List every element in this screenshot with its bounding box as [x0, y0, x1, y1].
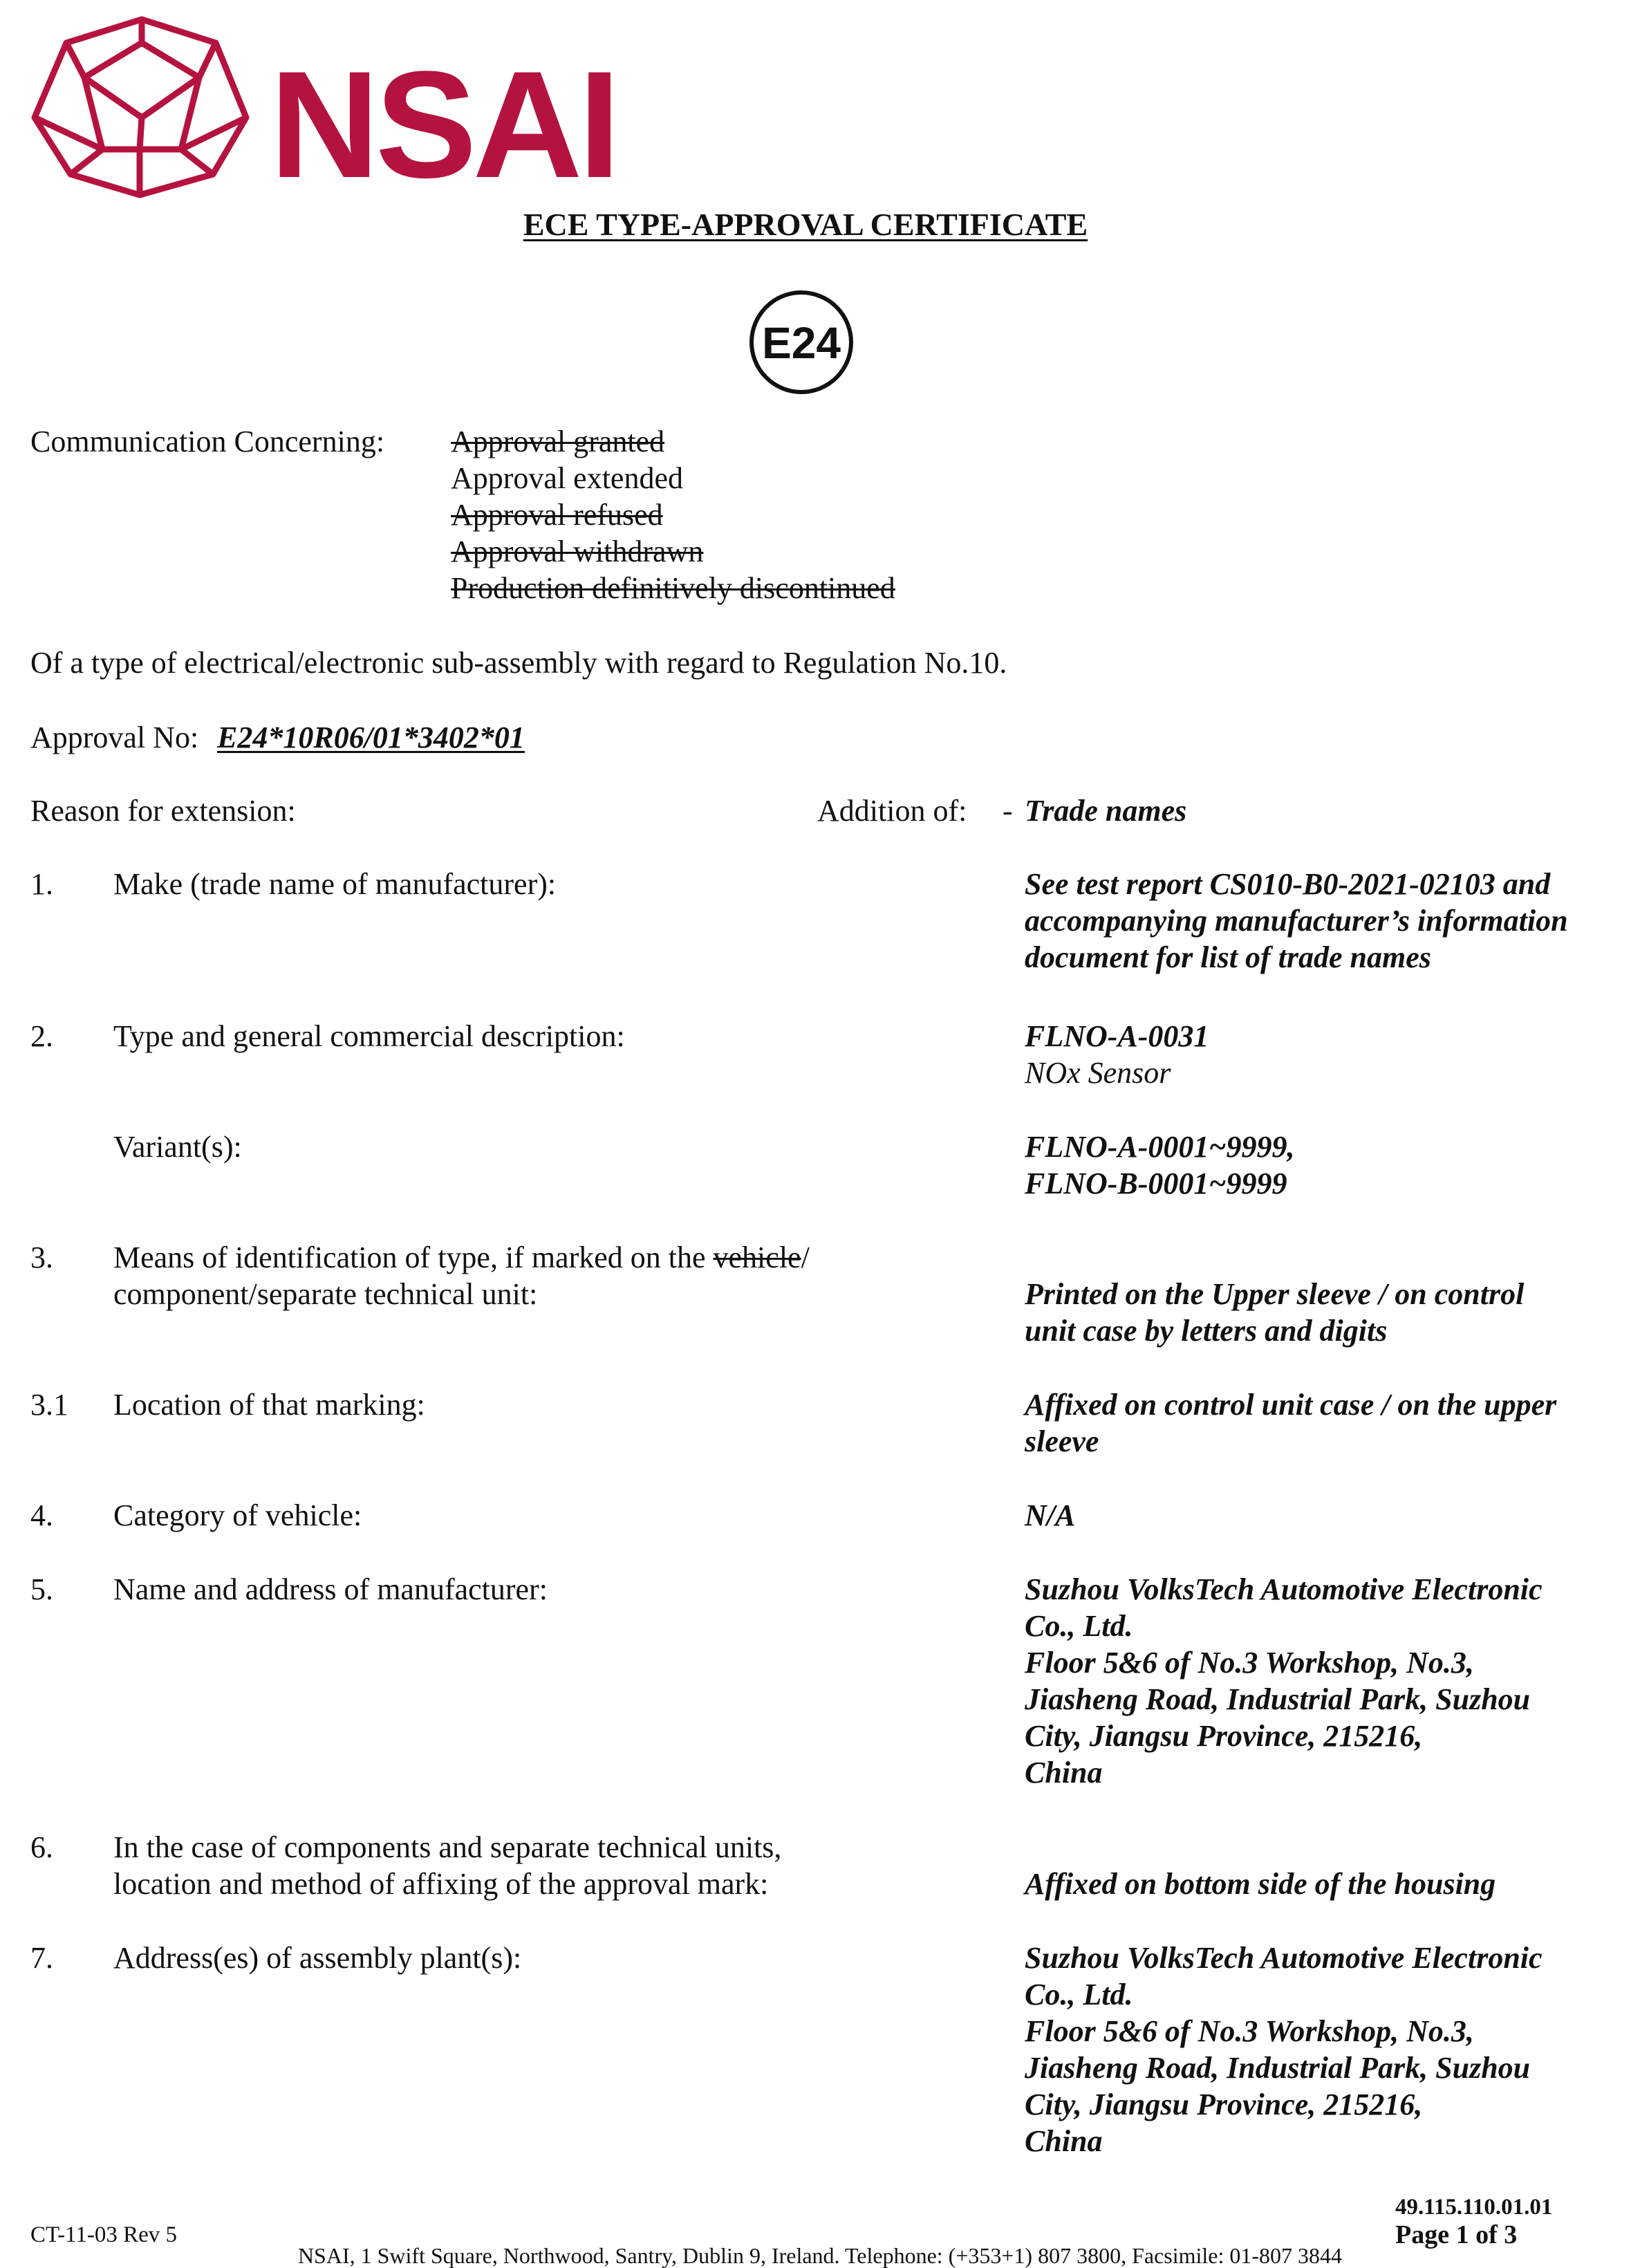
- item-4-value: N/A: [1025, 1498, 1076, 1532]
- item-3-1-label: Location of that marking:: [113, 1388, 425, 1422]
- item-7-value: Suzhou VolksTech Automotive Electronic Co., Ltd. Floor 5&6 of No.3 Workshop, No.3, Jiasheng Road, Industrial Park, Suzhou City, Jiangsu Province, 215216, China: [1025, 1941, 1543, 2158]
- item-1-number: 1.: [30, 867, 53, 901]
- item-7-number: 7.: [30, 1941, 53, 1975]
- item-6-label-line2: location and method of affixing of the approval mark:: [113, 1867, 769, 1901]
- item-2-number: 2.: [30, 1019, 53, 1053]
- item-3-value: Printed on the Upper sleeve / on control unit case by letters and digits: [1025, 1277, 1525, 1348]
- item-6-number: 6.: [30, 1830, 53, 1864]
- item-3-1-value: Affixed on control unit case / on the upper sleeve: [1025, 1388, 1557, 1458]
- e-mark: [749, 290, 853, 394]
- addition-dash: -: [1003, 794, 1013, 828]
- variant-value: FLNO-A-0001~9999, FLNO-B-0001~9999: [1025, 1130, 1295, 1200]
- option-approval-granted: Approval granted: [451, 425, 665, 458]
- item-5-label: Name and address of manufacturer:: [113, 1572, 548, 1606]
- item-1-label: Make (trade name of manufacturer):: [113, 867, 557, 901]
- extension-value: Trade names: [1025, 794, 1187, 828]
- item-2-type: FLNO-A-0031: [1025, 1019, 1209, 1053]
- approval-no-label: Approval No:: [30, 721, 199, 754]
- item-1-value: See test report CS010-B0-2021-02103 and accompanying manufacturer’s information document for list of trade names: [1025, 867, 1568, 974]
- item-5-number: 5.: [30, 1572, 53, 1606]
- communication-label: Communication Concerning:: [30, 425, 385, 458]
- regulation-statement: Of a type of electrical/electronic sub-assembly with regard to Regulation No.10.: [30, 646, 1007, 680]
- item-2-description: NOx Sensor: [1025, 1056, 1171, 1090]
- reference-number: 49.115.110.01.01: [1395, 2195, 1553, 2220]
- item-6-label-line1: In the case of components and separate technical units,: [113, 1830, 782, 1864]
- form-code: CT-11-03 Rev 5: [30, 2222, 178, 2247]
- nsai-logo: [28, 14, 617, 210]
- option-production-discontinued: Production definitively discontinued: [451, 571, 895, 605]
- item-2-label: Type and general commercial description:: [113, 1019, 625, 1053]
- item-3-1-number: 3.1: [30, 1388, 68, 1422]
- variant-label: Variant(s):: [113, 1130, 242, 1164]
- logo-wordmark: NSAI: [270, 39, 617, 210]
- certificate-title: ECE TYPE-APPROVAL CERTIFICATE: [523, 207, 1088, 242]
- item-3-label: Means of identification of type, if marked on the vehicle/: [113, 1240, 810, 1274]
- extension-label: Reason for extension:: [30, 794, 296, 828]
- item-3-label-line2: component/separate technical unit:: [113, 1277, 538, 1311]
- approval-number: E24*10R06/01*3402*01: [217, 721, 525, 754]
- e-mark-text: E24: [762, 318, 841, 368]
- page-number: Page 1 of 3: [1395, 2220, 1518, 2249]
- option-approval-refused: Approval refused: [451, 498, 663, 532]
- item-5-value: Suzhou VolksTech Automotive Electronic Co., Ltd. Floor 5&6 of No.3 Workshop, No.3, Jiasheng Road, Industrial Park, Suzhou City, Jiangsu Province, 215216, China: [1025, 1572, 1543, 1790]
- item-6-value: Affixed on bottom side of the housing: [1025, 1867, 1496, 1901]
- item-3-number: 3.: [30, 1240, 53, 1274]
- item-7-label: Address(es) of assembly plant(s):: [113, 1941, 522, 1975]
- option-approval-withdrawn: Approval withdrawn: [451, 535, 704, 568]
- item-4-number: 4.: [30, 1498, 53, 1532]
- addition-label: Addition of:: [817, 794, 967, 828]
- option-approval-extended: Approval extended: [451, 461, 683, 495]
- item-4-label: Category of vehicle:: [113, 1498, 362, 1532]
- dodecahedron-logo-icon: [28, 14, 256, 201]
- footer-address: NSAI, 1 Swift Square, Northwood, Santry, Dublin 9, Ireland. Telephone: (+353+1) 807 3800, Facsimile: 01-807 3844: [297, 2243, 1343, 2268]
